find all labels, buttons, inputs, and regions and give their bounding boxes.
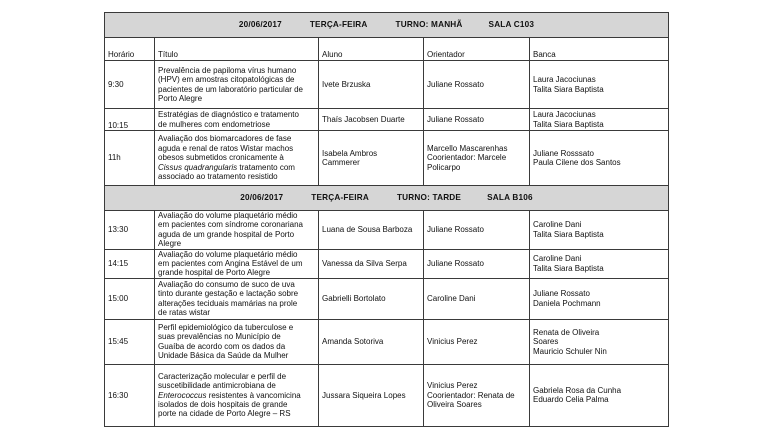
- row-student: Luana de Sousa Barboza: [319, 211, 424, 250]
- panel-member: Mauricio Schuler Nin: [533, 346, 607, 356]
- title-line: associado ao tratamento resistido: [158, 172, 278, 182]
- col-title-header: Título: [155, 38, 319, 61]
- title-line: Avaliação do volume plaquetário médio: [158, 249, 298, 259]
- title-line: isolados de dois hospitais de grande: [158, 400, 288, 410]
- row-advisor: Caroline Dani: [424, 278, 530, 319]
- title-line: grande hospital de Porto Alegre: [158, 268, 271, 278]
- session-header-afternoon: [105, 186, 669, 211]
- title-line: suas prevalências no Município de: [158, 332, 281, 342]
- row-time: 11h: [105, 131, 155, 186]
- panel-member: Caroline Dani: [533, 220, 582, 230]
- student-line: Isabela Ambros: [322, 148, 378, 158]
- row-title: [155, 109, 319, 131]
- row-title: [155, 211, 319, 250]
- row-time: 15:45: [105, 319, 155, 364]
- row-panel: [530, 61, 669, 109]
- session-day: TERÇA-FEIRA: [311, 193, 369, 203]
- title-line: Avaliação do consumo de suco de uva: [158, 280, 295, 290]
- title-line: Porto Alegre: [158, 93, 203, 103]
- panel-member: Soares: [533, 337, 559, 347]
- row-panel: [530, 278, 669, 319]
- title-line: alterações teciduais mamárias na prole: [158, 298, 298, 308]
- title-line: pacientes de um laboratório particular de: [158, 84, 303, 94]
- title-line: em pacientes com síndrome coronariana: [158, 220, 303, 230]
- row-time: 14:15: [105, 249, 155, 278]
- title-line: porte na cidade de Porto Alegre – RS: [158, 409, 291, 419]
- session-day: TERÇA-FEIRA: [309, 20, 368, 30]
- row-time: 13:30: [105, 211, 155, 250]
- title-line: Alegre: [158, 239, 182, 249]
- title-line: (HPV) em amostras citopatológicas de: [158, 75, 295, 85]
- row-panel: [530, 364, 669, 426]
- table-row: [105, 319, 669, 364]
- title-line: aguda de um grande hospital de Porto: [158, 229, 295, 239]
- row-time: 9:30: [105, 61, 155, 109]
- panel-member: Talita Siara Baptista: [533, 119, 604, 129]
- row-title: [155, 278, 319, 319]
- row-title: [155, 61, 319, 109]
- row-advisor: Juliane Rossato: [424, 249, 530, 278]
- row-student: [319, 131, 424, 186]
- panel-member: Talita Siara Baptista: [533, 84, 604, 94]
- row-advisor: Juliane Rossato: [424, 61, 530, 109]
- title-line: Unidade Básica da Saúde da Mulher: [158, 351, 289, 361]
- title-line: Enterococcus resistentes à vancomicina: [158, 390, 301, 400]
- column-header-row: [105, 38, 669, 61]
- table-row: [105, 249, 669, 278]
- row-advisor: Juliane Rossato: [424, 211, 530, 250]
- session-shift: TURNO: MANHÃ: [395, 20, 463, 30]
- title-line: aguda e renal de ratos Wistar machos: [158, 143, 294, 153]
- title-line: Perfil epidemiológico da tuberculose e: [158, 323, 294, 333]
- row-advisor: [424, 131, 530, 186]
- session-room: SALA B106: [487, 193, 533, 203]
- panel-member: Renata de Oliveira: [533, 327, 600, 337]
- session-header-morning: [105, 13, 669, 38]
- title-line: suscetibilidade antimicrobiana de: [158, 381, 276, 391]
- row-time: 16:30: [105, 364, 155, 426]
- row-student: Ivete Brzuska: [319, 61, 424, 109]
- schedule-table: [104, 12, 669, 427]
- row-panel: [530, 319, 669, 364]
- advisor-line: Policarpo: [427, 162, 461, 172]
- row-time: 15:00: [105, 278, 155, 319]
- col-time-header: Horário: [105, 38, 155, 61]
- panel-member: Talita Siara Baptista: [533, 263, 604, 273]
- defense-schedule-sheet: [104, 12, 668, 427]
- student-line: Cammerer: [322, 158, 360, 167]
- panel-member: Laura Jacociunas: [533, 110, 596, 120]
- row-title: [155, 364, 319, 426]
- title-line: Guaíba de acordo com os dados da: [158, 341, 286, 351]
- advisor-line: Oliveira Soares: [427, 400, 482, 410]
- table-row: [105, 278, 669, 319]
- title-line: obesos submetidos cronicamente à: [158, 153, 284, 163]
- row-title: [155, 249, 319, 278]
- row-student: Amanda Sotoriva: [319, 319, 424, 364]
- row-advisor: [424, 364, 530, 426]
- row-title: [155, 131, 319, 186]
- title-line: Avaliação do volume plaquetário médio: [158, 211, 298, 220]
- panel-member: Daniela Pochmann: [533, 298, 601, 308]
- title-line: Prevalência de papiloma vírus humano: [158, 65, 297, 75]
- title-line: em pacientes com Angina Estável de um: [158, 259, 303, 269]
- row-student: Jussara Siqueira Lopes: [319, 364, 424, 426]
- advisor-line: Coorientador: Marcele: [427, 153, 507, 163]
- title-line: tinto durante gestação e lactação sobre: [158, 289, 299, 299]
- species-name: Cissus quadrangularis: [158, 162, 238, 172]
- panel-member: Eduardo Celia Palma: [533, 395, 609, 405]
- session-room: SALA C103: [488, 20, 535, 30]
- session-shift: TURNO: TARDE: [396, 193, 462, 203]
- advisor-line: Vinicius Perez: [427, 381, 478, 391]
- panel-member: Juliane Rossato: [533, 289, 590, 299]
- row-student: Gabrielli Bortolato: [319, 278, 424, 319]
- col-panel-header: Banca: [530, 38, 669, 61]
- row-student: Vanessa da Silva Serpa: [319, 249, 424, 278]
- table-row: [105, 61, 669, 109]
- session-date: 20/06/2017: [238, 20, 282, 30]
- row-advisor: Vinicius Perez: [424, 319, 530, 364]
- row-panel: [530, 249, 669, 278]
- row-advisor: Juliane Rossato: [424, 109, 530, 131]
- panel-member: Paula Cilene dos Santos: [533, 158, 621, 167]
- col-advisor-header: Orientador: [424, 38, 530, 61]
- session-date: 20/06/2017: [240, 193, 284, 203]
- species-name: Enterococcus: [158, 390, 207, 400]
- title-line: Caracterização molecular e perfil de: [158, 371, 287, 381]
- title-line: de ratas wistar: [158, 308, 211, 318]
- advisor-line: Marcello Mascarenhas: [427, 143, 508, 153]
- row-time: 10:15: [105, 109, 155, 131]
- table-row: [105, 109, 669, 131]
- panel-member: Caroline Dani: [533, 254, 582, 264]
- row-panel: [530, 211, 669, 250]
- row-panel: [530, 131, 669, 186]
- row-panel: [530, 109, 669, 131]
- col-student-header: Aluno: [319, 38, 424, 61]
- panel-member: Juliane Rosssato: [533, 148, 594, 158]
- row-title: [155, 319, 319, 364]
- table-row: [105, 211, 669, 250]
- table-row: [105, 131, 669, 186]
- row-student: Thaís Jacobsen Duarte: [319, 109, 424, 131]
- title-line: Avaliação dos biomarcadores de fase: [158, 134, 292, 144]
- advisor-line: Coorientador: Renata de: [427, 390, 515, 400]
- table-row: [105, 364, 669, 426]
- title-line: Estratégias de diagnóstico e tratamento: [158, 110, 299, 120]
- panel-member: Gabriela Rosa da Cunha: [533, 385, 622, 395]
- panel-member: Talita Siara Baptista: [533, 229, 604, 239]
- panel-member: Laura Jacociunas: [533, 75, 596, 85]
- title-line: Cissus quadrangularis tratamento com: [158, 162, 295, 172]
- title-line: de mulheres com endometriose: [158, 119, 271, 129]
